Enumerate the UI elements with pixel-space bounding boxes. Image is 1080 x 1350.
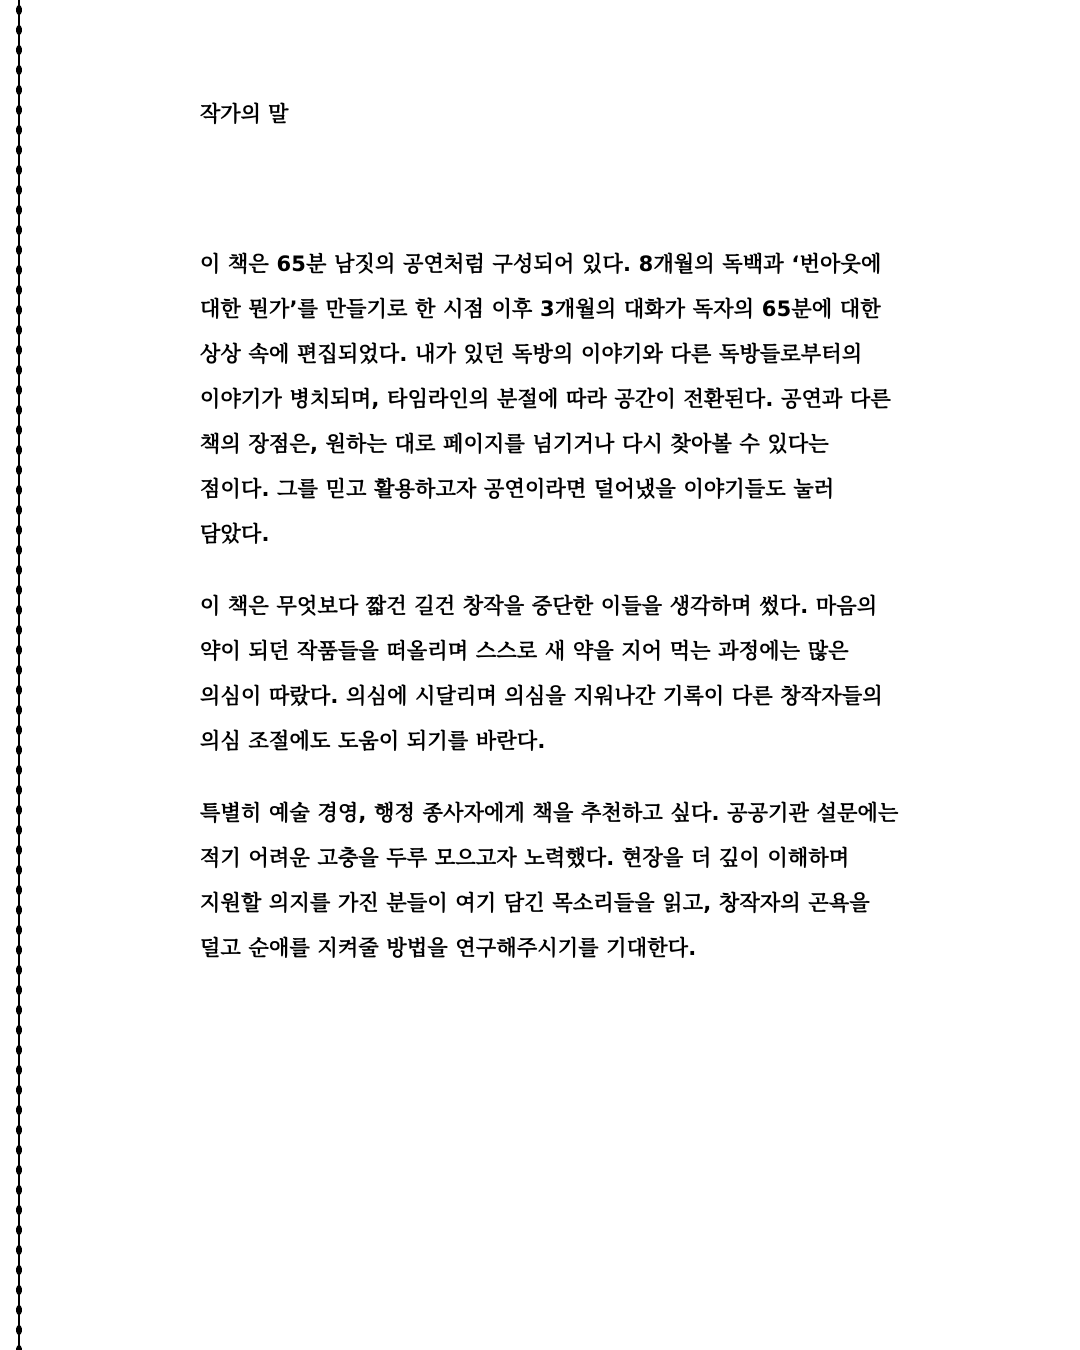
paragraph-1: 이 책은 65분 남짓의 공연처럼 구성되어 있다. 8개월의 독백과 ‘번아웃에 대한 뭔가’를 만들기로 한 시점 이후 3개월의 대화가 독자의 65분에 대한 상상 속에 편집되었다. 내가 있던 독방의 이야기와 다른 독방들로부터의 이야기가 병치되며, 타임라인의 분절에 따라 공간이 전환된다. 공연과 다른 책의 장점은, 원하는 대로 페이지를 넘기거나 다시 찾아볼 수 있다는 점이다. 그를 믿고 활용하고자 공연이라면 덜어냈을 이야기들도 눌러 담았다. (200, 252, 892, 546)
paragraph-3: 특별히 예술 경영, 행정 종사자에게 책을 추천하고 싶다. 공공기관 설문에는 적기 어려운 고충을 두루 모으고자 노력했다. 현장을 더 깊이 이해하며 지원할 의지를 가진 분들이 여기 담긴 목소리들을 읽고, 창작자의 곤욕을 덜고 순애를 지켜줄 방법을 연구해주시기를 기대한다. (200, 801, 899, 960)
page-title: 작가의 말 (200, 102, 289, 126)
binding-rings (14, 0, 24, 1350)
document-body (200, 98, 1000, 971)
spiral-binding (14, 0, 24, 1350)
paragraph-2: 이 책은 무엇보다 짧건 길건 창작을 중단한 이들을 생각하며 썼다. 마음의 약이 되던 작품들을 떠올리며 스스로 새 약을 지어 먹는 과정에는 많은 의심이 따랐다. 의심에 시달리며 의심을 지워나간 기록이 다른 창작자들의 의심 조절에도 도움이 되기를 바란다. (200, 594, 883, 753)
